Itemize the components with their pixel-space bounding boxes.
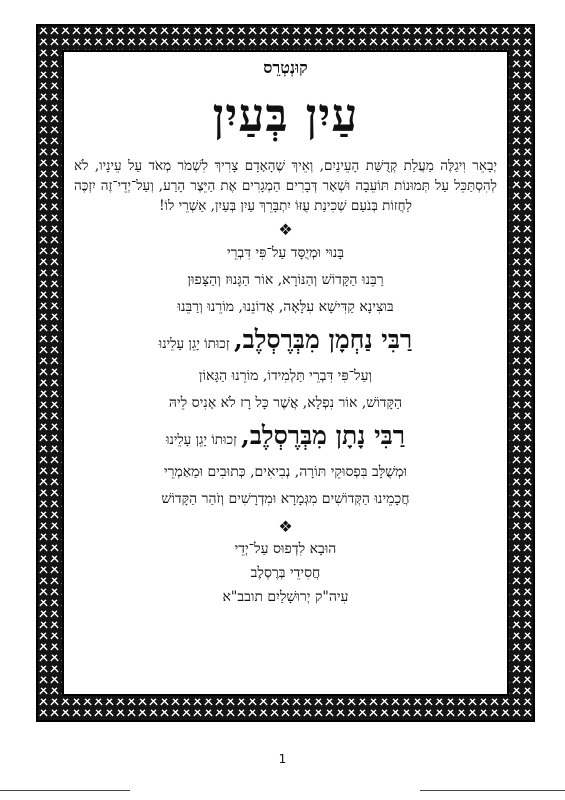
publisher-line-3: עִיה"ק יְרוּשָׁלַיִם תובב"א [222, 589, 349, 605]
based-line-1: בָּנוּי וּמְיֻסָּד עַל־פִּי דִּבְרֵי [226, 245, 345, 261]
rebbe-nachman-suffix: זְכוּתוֹ יָגֵן עָלֵינוּ [158, 336, 234, 352]
page-number: 1 [278, 752, 287, 766]
student-line-2: הַקָּדוֹשׁ, אוֹר נִפְלָא, אֲשֶׁר כָּל רָז לֹא אָנִיס לֵיהּ [168, 395, 403, 411]
title-page-content [72, 60, 499, 609]
rebbe-natan-suffix: זְכוּתוֹ יָגֵן עָלֵינוּ [165, 432, 242, 448]
publisher-line-2: חֲסִידֵי בְּרֶסְלֶב [250, 565, 321, 581]
page-title: עַיִן בְּעַיִן [212, 88, 359, 142]
sources-line-2: חֲכָמֵינוּ הַקְּדוֹשִׁים מִגְּמָרָא וּמִדְרָשִׁים וְזֹהַר הַקָּדוֹשׁ [161, 491, 410, 507]
intro-paragraph: יְבָאֵר וִיגַלֶּה מַעֲלַת קְדֻשַּׁת הָעֵינַיִם, וְאֵיךְ שֶׁהָאָדָם צָרִיךְ לִשְׁמֹר מְאֹד עַל עֵינָיו, לֹא לְהִסְתַּכֵּל עַל תְּמוּנוֹת תּוֹעֵבָה וּשְׁאָר דְּבָרִים הַמְגָרִים אֶת הַיֵּצֶר הָרַע, וְעַל־יְדֵי־זֶה יִזְכֶּה לַחֲזוֹת בְּנֹעַם שְׁכִינַת עֻזּוֹ יִתְבָּרֵךְ עַיִן בְּעַיִן, אַשְׁרֵי לוֹ! [74, 158, 497, 214]
scan-rule-left [0, 790, 130, 791]
student-line-1: וְעַל־פִּי דִּבְרֵי תַּלְמִידוֹ, מוֹרֵנוּ הַגָּאוֹן [198, 368, 373, 384]
publisher-line-1: הוּבָא לִדְפוּס עַל־יְדֵי [234, 541, 337, 557]
rebbe-natan-line [72, 417, 499, 459]
sources-line-1: וּמְשֻׁלָּב בִּפְסוּקֵי תּוֹרָה, נְבִיאִים, כְּתוּבִים וּמַאַמְרֵי [163, 464, 408, 480]
based-line-2: רַבֵּנוּ הַקָּדוֹשׁ וְהַנּוֹרָא, אוֹר הַגָּנוּז וְהַצָּפוּן [187, 272, 384, 288]
based-line-3: בּוּצִינָא קַדִּישָׁא עִלָּאָה, אֲדוֹנֵנוּ, מוֹרֵנוּ וְרַבֵּנוּ [177, 299, 394, 315]
rebbe-nachman-line [72, 321, 499, 363]
divider-ornament-1: ❖ [278, 220, 293, 239]
divider-ornament-2: ❖ [278, 517, 293, 536]
kuntres-label: קוּנְטְרֵס [263, 58, 308, 77]
rebbe-natan-name: רַבִּי נָתָן מִבְּרֶסְלֶב, [241, 421, 405, 450]
scan-rule-right [420, 790, 565, 791]
rebbe-nachman-name: רַבִּי נַחְמָן מִבְּרֶסְלֶב, [233, 325, 413, 354]
